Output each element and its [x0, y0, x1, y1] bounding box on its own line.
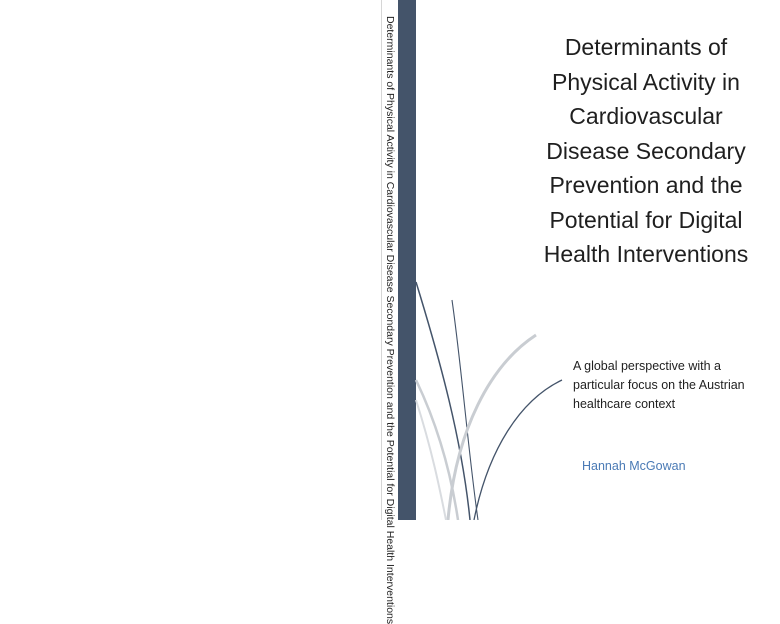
curve-light-1	[448, 335, 536, 520]
curve-dark-3	[474, 380, 562, 520]
cover-author: Hannah McGowan	[582, 459, 686, 473]
cover-title: Determinants of Physical Activity in Cardiovascular Disease Secondary Prevention and the Potential for Digital Health Interventions	[543, 34, 749, 267]
cover-subtitle: A global perspective with a particular focus on the Austrian healthcare context	[573, 359, 745, 411]
spine-title: Determinants of Physical Activity in Cardiovascular Disease Secondary Prevention and the Potential for Digital Health Interventions	[384, 16, 396, 624]
